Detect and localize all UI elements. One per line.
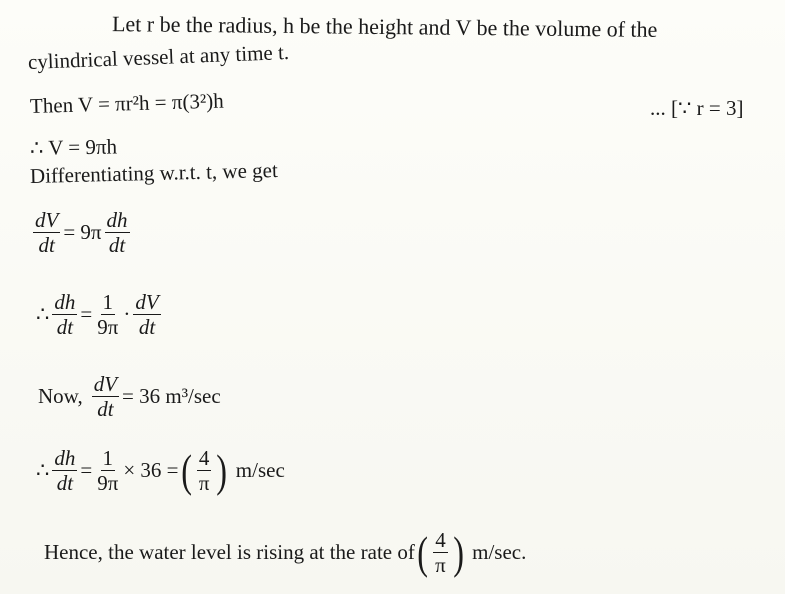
label-now: Now, — [38, 384, 83, 409]
numerator: 4 — [435, 528, 446, 552]
equals-9pi: = 9π — [63, 220, 102, 245]
denominator: dt — [138, 315, 156, 340]
denominator: 9π — [97, 315, 119, 340]
fraction-dh-dt — [52, 446, 77, 495]
numerator: 1 — [102, 446, 114, 470]
numerator: dh — [54, 290, 76, 314]
numerator: dh — [106, 208, 128, 232]
equals-sign: = — [80, 458, 93, 483]
text-line-1: Let r be the radius, h be the height and V be the volume of the — [111, 11, 658, 42]
fraction-one-over-9pi — [95, 446, 120, 495]
denominator: 9π — [97, 471, 119, 496]
equation-dh-dt — [36, 290, 164, 339]
numerator: dh — [54, 446, 76, 470]
numerator: dV — [93, 372, 118, 396]
fraction-dv-dt — [133, 290, 160, 339]
numerator: 4 — [198, 446, 210, 470]
therefore-symbol: ∴ — [36, 458, 50, 483]
therefore-symbol: ∴ — [36, 302, 50, 327]
fraction-4-over-pi — [197, 446, 212, 495]
equals-sign: = — [80, 302, 93, 327]
equation-result — [36, 446, 285, 495]
times-36: × 36 = — [123, 458, 179, 483]
text-differentiating: Differentiating w.r.t. t, we get — [29, 157, 279, 188]
fraction-dh-dt — [105, 208, 130, 257]
text-line-2: cylindrical vessel at any time t. — [27, 39, 290, 74]
right-paren: ) — [453, 526, 464, 578]
reason-note: ... [∵ r = 3] — [650, 96, 744, 120]
numerator: 1 — [102, 290, 114, 314]
equation-given-rate — [38, 372, 221, 421]
denominator: π — [198, 471, 210, 496]
equation-derivative — [30, 208, 133, 257]
unit: m/sec — [235, 458, 285, 483]
left-paren: ( — [180, 444, 192, 496]
dot-operator: · — [123, 302, 131, 327]
right-paren: ) — [216, 444, 228, 496]
denominator: π — [435, 553, 446, 578]
fraction-dv-dt — [33, 208, 60, 257]
conclusion-line — [44, 528, 526, 577]
fraction-4-over-pi — [433, 528, 448, 577]
denominator: dt — [56, 315, 74, 340]
denominator: dt — [56, 471, 74, 496]
numerator: dV — [135, 290, 159, 314]
equation-v-9pih: ∴ V = 9πh — [29, 134, 118, 160]
fraction-dv-dt — [92, 372, 119, 421]
left-paren: ( — [417, 526, 428, 578]
conclusion-text: Hence, the water level is rising at the rate of — [44, 540, 415, 565]
fraction-one-over-9pi — [95, 290, 120, 339]
fraction-dh-dt — [52, 290, 77, 339]
rate-value: = 36 m³/sec — [122, 384, 221, 409]
denominator: dt — [108, 233, 126, 258]
equation-volume: Then V = πr²h = π(3²)h — [29, 88, 225, 118]
denominator: dt — [97, 397, 114, 422]
unit: m/sec. — [472, 540, 527, 565]
denominator: dt — [38, 233, 55, 258]
numerator: dV — [35, 208, 59, 232]
